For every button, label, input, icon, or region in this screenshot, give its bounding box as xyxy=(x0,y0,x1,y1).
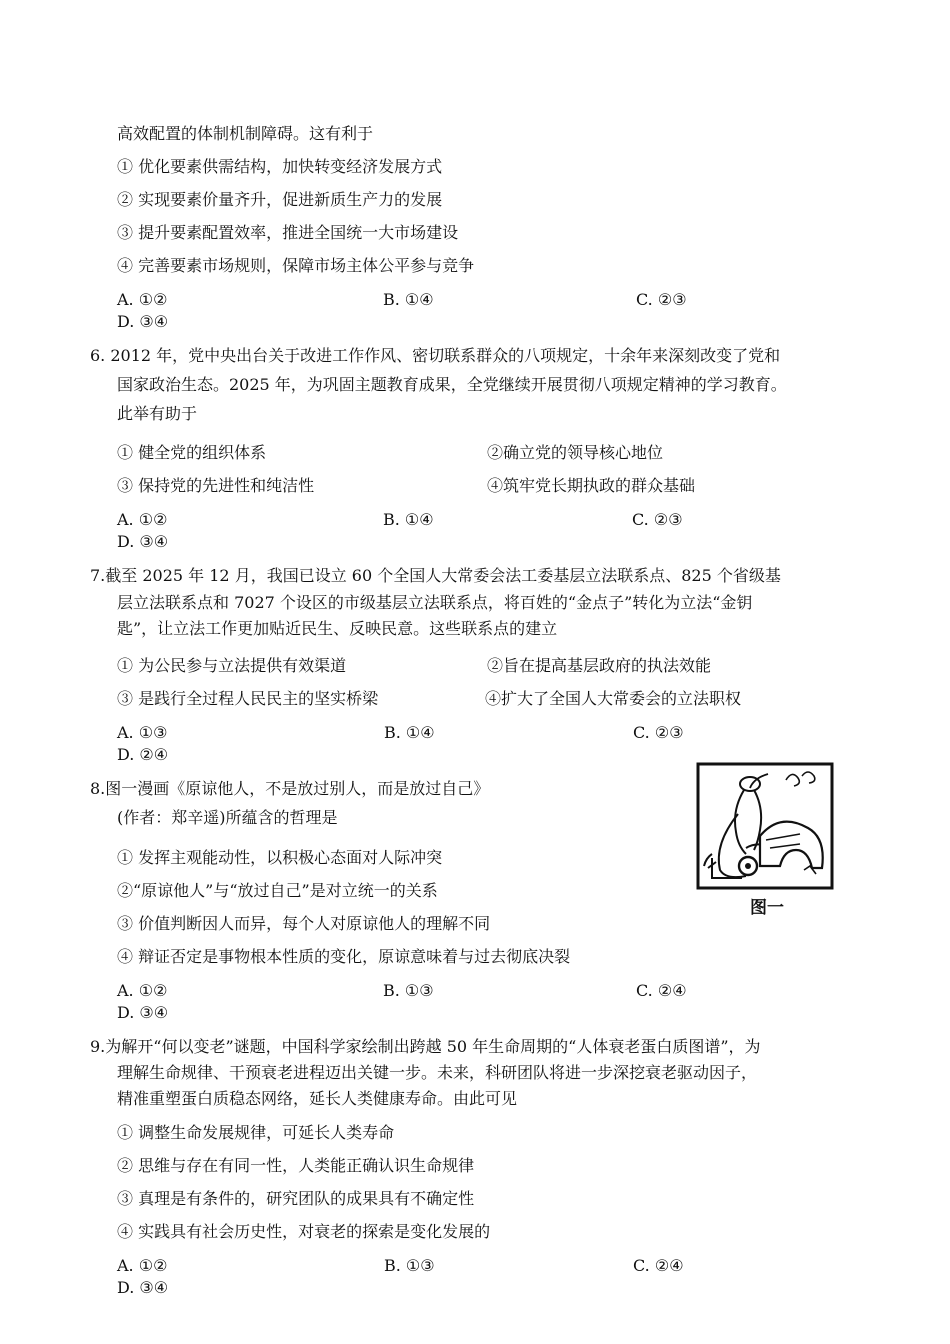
q7-option-4: ④扩大了全国人大常委会的立法职权 xyxy=(485,689,742,708)
q9-stem-line-2: 理解生命规律、干预衰老进程迈出关键一步。未来，科研团队将进一步深挖衰老驱动因子， xyxy=(117,1063,758,1082)
q5-option-3: ③ 提升要素配置效率，推进全国统一大市场建设 xyxy=(117,223,459,242)
cartoon-drawing xyxy=(694,758,838,920)
q8-answer-a: A. ①② xyxy=(117,981,168,1000)
q7-option-2: ②旨在提高基层政府的执法效能 xyxy=(487,656,712,675)
q6-stem-line-2: 国家政治生态。2025 年，为巩固主题教育成果，全党继续开展贯彻八项规定精神的学习教育。 xyxy=(117,375,787,394)
q5-option-1: ① 优化要素供需结构，加快转变经济发展方式 xyxy=(117,157,443,176)
q7-answer-c: C. ②③ xyxy=(633,723,684,742)
q8-answer-d: D. ③④ xyxy=(117,1003,169,1022)
q7-answer-b: B. ①④ xyxy=(384,723,435,742)
q7-stem-line-1: 7.截至 2025 年 12 月，我国已设立 60 个全国人大常委会法工委基层立法联系点、825 个省级基 xyxy=(90,566,781,585)
q6-answer-c: C. ②③ xyxy=(632,510,683,529)
q9-stem-line-1: 9.为解开“何以变老”谜题，中国科学家绘制出跨越 50 年生命周期的“人体衰老蛋白质图谱”，为 xyxy=(90,1037,761,1056)
q9-answer-d: D. ③④ xyxy=(117,1278,169,1297)
q8-option-2: ②“原谅他人”与“放过自己”是对立统一的关系 xyxy=(117,881,438,900)
q6-option-4: ④筑牢党长期执政的群众基础 xyxy=(487,476,696,495)
q9-answer-a: A. ①② xyxy=(117,1256,168,1275)
q7-option-3: ③ 是践行全过程人民民主的坚实桥梁 xyxy=(117,689,379,708)
q6-answer-b: B. ①④ xyxy=(383,510,434,529)
q5-option-2: ② 实现要素价量齐升，促进新质生产力的发展 xyxy=(117,190,443,209)
q7-option-1: ① 为公民参与立法提供有效渠道 xyxy=(117,656,347,675)
question-5-continuation: 高效配置的体制机制障碍。这有利于 xyxy=(117,124,374,143)
q6-stem-line-1: 6. 2012 年，党中央出台关于改进工作作风、密切联系群众的八项规定，十余年来深刻改变了党和 xyxy=(90,346,781,365)
q6-option-2: ②确立党的领导核心地位 xyxy=(487,443,664,462)
cartoon-figure xyxy=(694,758,838,920)
q8-option-4: ④ 辩证否定是事物根本性质的变化，原谅意味着与过去彻底决裂 xyxy=(117,947,571,966)
q7-answer-a: A. ①③ xyxy=(117,723,168,742)
q8-stem-line-2: (作者：郑辛遥)所蕴含的哲理是 xyxy=(117,808,338,827)
q7-stem-line-3: 匙”，让立法工作更加贴近民生、反映民意。这些联系点的建立 xyxy=(117,619,558,638)
q5-option-4: ④ 完善要素市场规则，保障市场主体公平参与竞争 xyxy=(117,256,475,275)
q7-stem-line-2: 层立法联系点和 7027 个设区的市级基层立法联系点，将百姓的“金点子”转化为立法“金钥 xyxy=(117,593,753,612)
q8-answer-b: B. ①③ xyxy=(383,981,434,1000)
q9-option-1: ① 调整生命发展规律，可延长人类寿命 xyxy=(117,1123,395,1142)
q5-answer-d: D. ③④ xyxy=(117,312,169,331)
q5-answer-a: A. ①② xyxy=(117,290,168,309)
q8-answer-c: C. ②④ xyxy=(636,981,687,1000)
q5-answer-c: C. ②③ xyxy=(636,290,687,309)
q8-option-1: ① 发挥主观能动性，以积极心态面对人际冲突 xyxy=(117,848,443,867)
q9-answer-c: C. ②④ xyxy=(633,1256,684,1275)
q9-option-3: ③ 真理是有条件的，研究团队的成果具有不确定性 xyxy=(117,1189,475,1208)
q8-option-3: ③ 价值判断因人而异，每个人对原谅他人的理解不同 xyxy=(117,914,491,933)
q6-option-3: ③ 保持党的先进性和纯洁性 xyxy=(117,476,315,495)
q8-stem-line-1: 8.图一漫画《原谅他人，不是放过别人，而是放过自己》 xyxy=(90,779,490,798)
q5-answer-b: B. ①④ xyxy=(383,290,434,309)
q6-answer-d: D. ③④ xyxy=(117,532,169,551)
figure-caption: 图一 xyxy=(750,898,784,918)
q9-answer-b: B. ①③ xyxy=(384,1256,435,1275)
q7-answer-d: D. ②④ xyxy=(117,745,169,764)
q9-option-4: ④ 实践具有社会历史性，对衰老的探索是变化发展的 xyxy=(117,1222,491,1241)
q6-answer-a: A. ①② xyxy=(117,510,168,529)
q9-stem-line-3: 精准重塑蛋白质稳态网络，延长人类健康寿命。由此可见 xyxy=(117,1089,518,1108)
q6-stem-line-3: 此举有助于 xyxy=(117,404,198,423)
q9-option-2: ② 思维与存在有同一性，人类能正确认识生命规律 xyxy=(117,1156,475,1175)
q6-option-1: ① 健全党的组织体系 xyxy=(117,443,267,462)
